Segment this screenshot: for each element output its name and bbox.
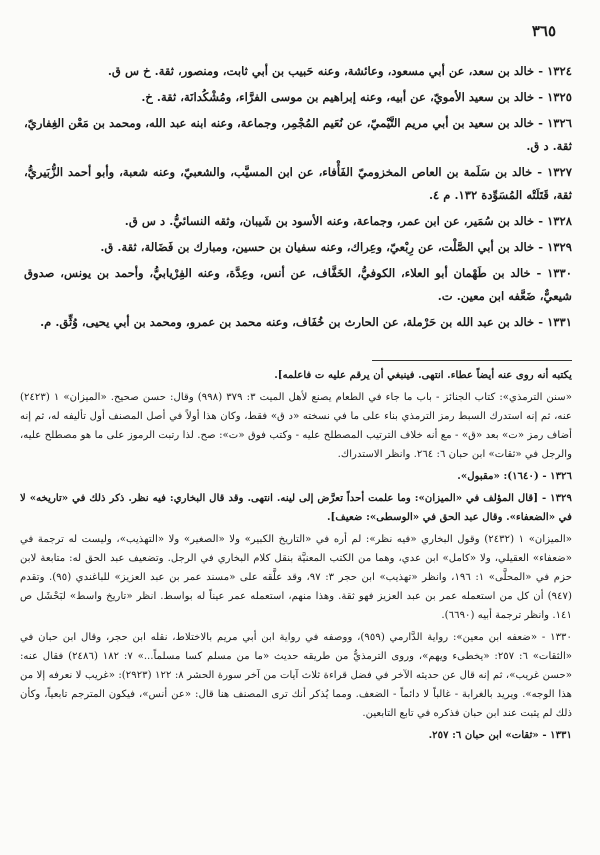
biographical-entries bbox=[24, 60, 572, 337]
entry-1326: ١٣٢٦ - خالد بن سعيد بن أبي مريم التَّيْميّ، عن نُعَيم المُجْمِر، وجماعة، وعنه ابنه عبد الله، ومحمد بن مَعْن الغِفاريّ، ثقة. د ق. bbox=[24, 116, 572, 153]
footnote-1329-quote: ١٣٢٩ - [قال المؤلف في «الميزان»: وما علمت أحداً تعرَّض إلى لينه. انتهى. وقد قال البخاري: فيه نظر. ذكر ذلك في «تاريخه» لا في «الضعفاء». وقال عبد الحق في «الوسطى»: ضعيف]. bbox=[20, 492, 572, 523]
footnote-1326: ١٣٢٦ - (١٦٤٠): «مقبول». bbox=[457, 470, 572, 482]
footnote-1324: «سنن الترمذي»: كتاب الجنائز - باب ما جاء في الطعام يصنع لأهل الميت ٣: ٣٧٩ (٩٩٨) وقال: حسن صحيح. «الميزان» ١ (٢٤٢٣) عنه، ثم إنه استدرك السبط رمز الترمذي بناء على ما في نسخته «د ق» فقط، وكان هذا أولاً في أصل المصنف أول تأليفه له، ثم إنه أضاف رمز «ت» بعد «ق» - مع أنه خلاف الترتيب المصطلح عليه - وكتب فوق «ت»: صح. لذا رتبت الرموز على ما هو مصطلح عليه، والرجل في «ثقات» ابن حبان ٦: ٢٦٤. وانظر الاستدراك. bbox=[20, 392, 573, 460]
footnote-divider bbox=[372, 360, 572, 361]
entry-1328: ١٣٢٨ - خالد بن سُمَير، عن ابن عمر، وجماعة، وعنه الأسود بن شَيبان، وثقه النسائيُّ. د س ق. bbox=[124, 214, 572, 228]
footnote-1329: «الميزان» ١ (٢٤٣٢) وقول البخاري «فيه نظر»: لم أره في «التاريخ الكبير» ولا «الصغير» ولا «التهذيب»، وليست له ترجمة في «ضعفاء» العقيلي، ولا «كامل» ابن عدي، وهما من الكتب المعنيَّة بنقل كلام البخاري في الرجل. وتضعيف عبد الحق له: متابعة لابن حزم في «المحلَّى» ١: ١٩٦، وانظر «تهذيب» ابن حجر ٣: ٩٧، وقد علَّقه على «مسند عمر بن عبد العزيز» للباغندي (٩٥). وتقدم (٩٤٧) أن كل من استعمله عمر بن عبد العزيز فهو ثقة. وهذا منهم، استعمله عمر عيناً له بواسط. انظر «تاريخ واسط» لبَحْشَل ص ١٤١. وانظر ترجمة أبيه (٦٦٩٠). bbox=[20, 534, 572, 621]
entry-1329: ١٣٢٩ - خالد بن أبي الصَّلْت، عن رِبْعيّ، وعِراك، وعنه سفيان بن حسين، ومبارك بن فَضَالة، ثقة. ق. bbox=[100, 240, 572, 254]
entry-1325: ١٣٢٥ - خالد بن سعيد الأمويّ، عن أبيه، وعنه إبراهيم بن موسى الفرَّاء، ومُشْكُدانَة، ثقة. خ. bbox=[141, 90, 572, 104]
entry-1331: ١٣٣١ - خالد بن عبد الله بن حَرْملة، عن الحارث بن خُفَاف، وعنه محمد بن عمرو، ومحمد بن أبي يحيى، وُثِّق. م. bbox=[40, 315, 572, 329]
footnotes bbox=[20, 366, 572, 748]
entry-1330: ١٣٣٠ - خالد بن طَهْمان أبو العلاء، الكوفيُّ، الخَفَّاف، عن أنس، وعِدَّة، وعنه الفِرْيابيُّ، وأحمد بن يونس، صدوق شيعيٌّ، ضَعَّفه ابن معين. ت. bbox=[24, 266, 572, 303]
entry-1324: ١٣٢٤ - خالد بن سعد، عن أبي مسعود، وعائشة، وعنه حَبيب بن أبي ثابت، ومنصور، ثقة. خ س ق. bbox=[107, 64, 572, 78]
footnote-1330: ١٣٣٠ - «ضعفه ابن معين»: رواية الدَّارمي (٩٥٩)، ووصفه في رواية ابن أبي مريم بالاختلاط، نقله ابن حجر، وقال ابن حبان في «الثقات» ٦: ٢٥٧: «يخطىء ويهم»، وروى الترمذيُّ من طريقه حديث «ما من مسلم كسا مسلماً...» ٧: ١٨٢ (٢٤٨٦) فقال عنه: «حسن غريب»، ثم إنه قال عن حديثه الآخر في فضل قراءة ثلاث آيات من آخر سورة الحشر ٨: ١٢٢ (٢٩٢٣): «غريب لا نعرفه إلا من هذا الوجه». ويريد بالغرابة - غالباً لا دائماً - الضعف. ومما يُذكر أنك ترى المصنف هنا قال: «عن أنس»، فيكون المترجم تابعياً، وكأن ذلك لم يثبت عند ابن حبان فذكره في تابع التابعين. bbox=[20, 632, 573, 719]
footnote-continuation: يكتبه أنه روى عنه أيضاً عطاء. انتهى. فينبغي أن يرقم عليه ت فاعلمه]. bbox=[274, 369, 572, 381]
page-number: ٣٦٥ bbox=[531, 22, 556, 40]
entry-1327: ١٣٢٧ - خالد بن سَلَمة بن العاص المخزوميّ الفَأْفاء، عن ابن المسيَّب، والشعبيّ، وعنه شعبة، وأبو أحمد الزُّبَيريُّ، ثقة، قَتَلَتْه المُسَوِّدة ١٣٢. م ٤. bbox=[24, 165, 572, 202]
footnote-1331: ١٣٣١ - «ثقات» ابن حبان ٦: ٢٥٧. bbox=[428, 729, 572, 741]
